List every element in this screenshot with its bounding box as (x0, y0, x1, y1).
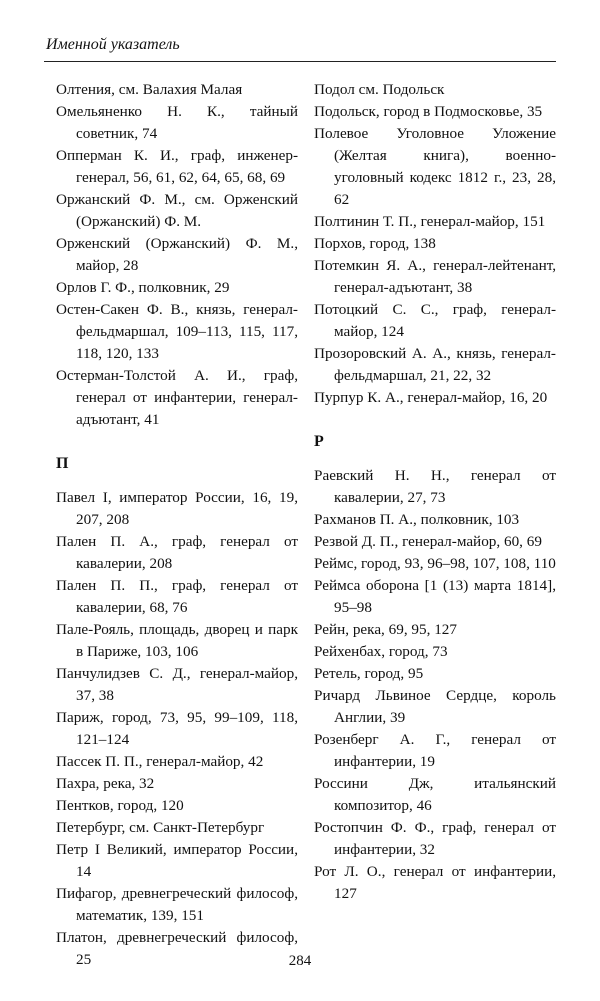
index-entry: Панчулидзев С. Д., генерал-майор, 37, 38 (56, 665, 298, 704)
index-entry: Орженский (Оржанский) Ф. М., майор, 28 (56, 235, 298, 274)
entry-group-r (314, 465, 556, 905)
index-entry: Потоцкий С. С., граф, генерал-майор, 124 (314, 301, 556, 340)
header-rule (44, 61, 556, 62)
entry-group-p-continued (314, 79, 556, 409)
index-entry: Пале-Рояль, площадь, дворец и парк в Париже, 103, 106 (56, 621, 298, 660)
section-letter-r: Р (314, 433, 324, 450)
index-entry: Ретель, город, 95 (314, 665, 424, 682)
index-entry: Подол см. Подольск (314, 81, 445, 98)
index-entry: Павел I, император России, 16, 19, 207, 208 (56, 489, 298, 528)
index-entry: Полевое Уголовное Уложение (Желтая книга), военно-уголовный кодекс 1812 г., 23, 28, 62 (314, 125, 556, 208)
index-entry: Реймс, город, 93, 96–98, 107, 108, 110 (314, 555, 556, 572)
index-entry: Пален П. А., граф, генерал от кавалерии, 208 (56, 533, 298, 572)
entry-group-p (56, 487, 298, 971)
index-entry: Розенберг А. Г., генерал от инфантерии, 19 (314, 731, 556, 770)
index-entry: Петр I Великий, император России, 14 (56, 841, 298, 880)
index-entry: Порхов, город, 138 (314, 235, 436, 252)
index-entry: Остен-Сакен Ф. В., князь, генерал-фельдмаршал, 109–113, 115, 117, 118, 120, 133 (56, 301, 298, 362)
index-entry: Пурпур К. А., генерал-майор, 16, 20 (314, 389, 548, 406)
index-entry: Потемкин Я. А., генерал-лейтенант, генерал-адъютант, 38 (314, 257, 556, 296)
running-header: Именной указатель (46, 36, 180, 53)
index-entry: Пифагор, древнегреческий философ, математик, 139, 151 (56, 885, 298, 924)
page-number: 284 (288, 953, 312, 969)
index-entry: Петербург, см. Санкт-Петербург (56, 819, 265, 836)
index-entry: Прозоровский А. А., князь, генерал-фельдмаршал, 21, 22, 32 (314, 345, 556, 384)
index-entry: Рот Л. О., генерал от инфантерии, 127 (314, 863, 556, 902)
index-entry: Опперман К. И., граф, инженер-генерал, 56, 61, 62, 64, 65, 68, 69 (56, 147, 298, 186)
index-entry: Остерман-Толстой А. И., граф, генерал от инфантерии, генерал-адъютант, 41 (56, 367, 298, 428)
section-letter-p: П (56, 455, 69, 472)
index-column-right (314, 79, 556, 905)
index-entry: Пален П. П., граф, генерал от кавалерии, 68, 76 (56, 577, 298, 616)
index-entry: Ростопчин Ф. Ф., граф, генерал от инфантерии, 32 (314, 819, 556, 858)
index-entry: Платон, древнегреческий философ, 25 (56, 929, 298, 968)
index-entry: Оржанский Ф. М., см. Орженский (Оржанский) Ф. М. (56, 191, 298, 230)
index-entry: Резвой Д. П., генерал-майор, 60, 69 (314, 533, 542, 550)
index-entry: Пахра, река, 32 (56, 775, 155, 792)
index-entry: Омельяненко Н. К., тайный советник, 74 (56, 103, 298, 142)
index-entry: Ричард Львиное Сердце, король Англии, 39 (314, 687, 556, 726)
index-entry: Пассек П. П., генерал-майор, 42 (56, 753, 264, 770)
index-entry: Реймса оборона [1 (13) марта 1814], 95–98 (314, 577, 556, 616)
index-entry: Полтинин Т. П., генерал-майор, 151 (314, 213, 546, 230)
index-entry: Олтения, см. Валахия Малая (56, 81, 243, 98)
index-entry: Раевский Н. Н., генерал от кавалерии, 27, 73 (314, 467, 556, 506)
index-entry: Париж, город, 73, 95, 99–109, 118, 121–124 (56, 709, 298, 748)
index-entry: Россини Дж, итальянский композитор, 46 (314, 775, 556, 814)
index-entry: Рейн, река, 69, 95, 127 (314, 621, 457, 638)
entry-group-o (56, 79, 298, 431)
index-entry: Подольск, город в Подмосковье, 35 (314, 103, 543, 120)
index-column-left (56, 79, 298, 971)
index-entry: Рейхенбах, город, 73 (314, 643, 448, 660)
index-entry: Рахманов П. А., полковник, 103 (314, 511, 520, 528)
index-entry: Орлов Г. Ф., полковник, 29 (56, 279, 230, 296)
index-entry: Пентков, город, 120 (56, 797, 184, 814)
